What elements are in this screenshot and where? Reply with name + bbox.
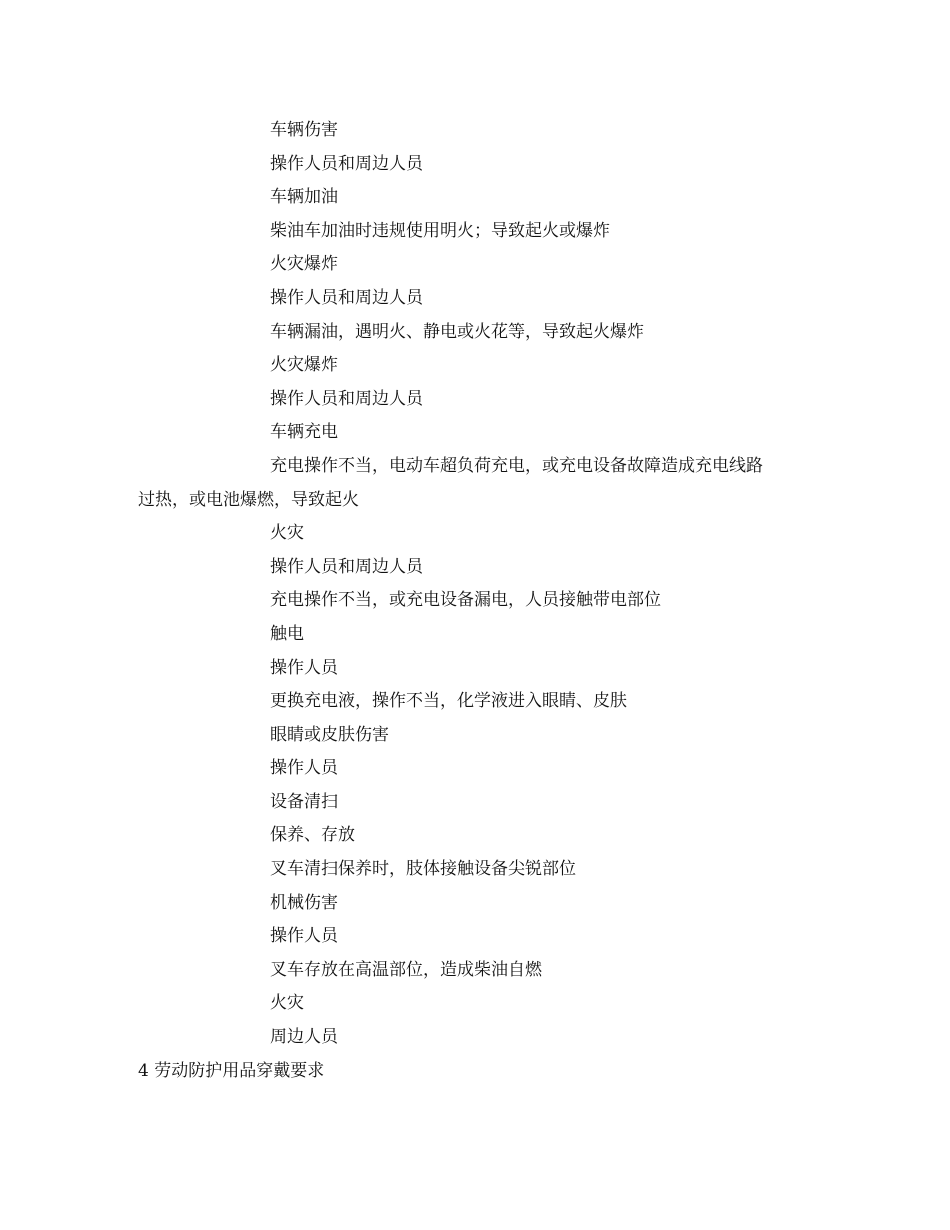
text-line: 周边人员 <box>270 1027 338 1048</box>
text-line: 火灾爆炸 <box>270 254 338 275</box>
text-line: 车辆充电 <box>270 422 338 443</box>
text-line: 更换充电液，操作不当，化学液进入眼睛、皮肤 <box>270 691 627 712</box>
text-line: 保养、存放 <box>270 825 355 846</box>
text-line: 操作人员 <box>270 926 338 947</box>
text-line: 设备清扫 <box>270 791 338 812</box>
text-line: 充电操作不当，或充电设备漏电，人员接触带电部位 <box>270 590 661 611</box>
text-line: 充电操作不当，电动车超负荷充电，或充电设备故障造成充电线路 <box>270 455 763 476</box>
text-line: 触电 <box>270 623 304 644</box>
text-line-continuation: 过热，或电池爆燃，导致起火 <box>138 489 359 510</box>
text-line: 车辆伤害 <box>270 120 338 140</box>
text-line: 叉车存放在高温部位，造成柴油自燃 <box>270 959 542 980</box>
text-line: 操作人员和周边人员 <box>270 388 423 409</box>
text-line: 火灾 <box>270 993 304 1014</box>
text-line: 火灾爆炸 <box>270 355 338 376</box>
text-line: 火灾 <box>270 523 304 544</box>
text-line: 车辆加油 <box>270 187 338 208</box>
text-line: 操作人员和周边人员 <box>270 153 423 174</box>
text-line: 叉车清扫保养时，肢体接触设备尖锐部位 <box>270 859 576 880</box>
text-line: 操作人员和周边人员 <box>270 556 423 577</box>
text-line: 操作人员和周边人员 <box>270 287 423 308</box>
text-line: 机械伤害 <box>270 892 338 913</box>
text-line: 操作人员 <box>270 758 338 779</box>
text-line: 眼睛或皮肤伤害 <box>270 724 389 745</box>
hazard-list <box>138 114 828 1088</box>
section-heading: 4 劳动防护用品穿戴要求 <box>138 1060 325 1081</box>
text-line: 柴油车加油时违规使用明火；导致起火或爆炸 <box>270 220 610 241</box>
text-line: 操作人员 <box>270 657 338 678</box>
text-line: 车辆漏油，遇明火、静电或火花等，导致起火爆炸 <box>270 321 644 342</box>
